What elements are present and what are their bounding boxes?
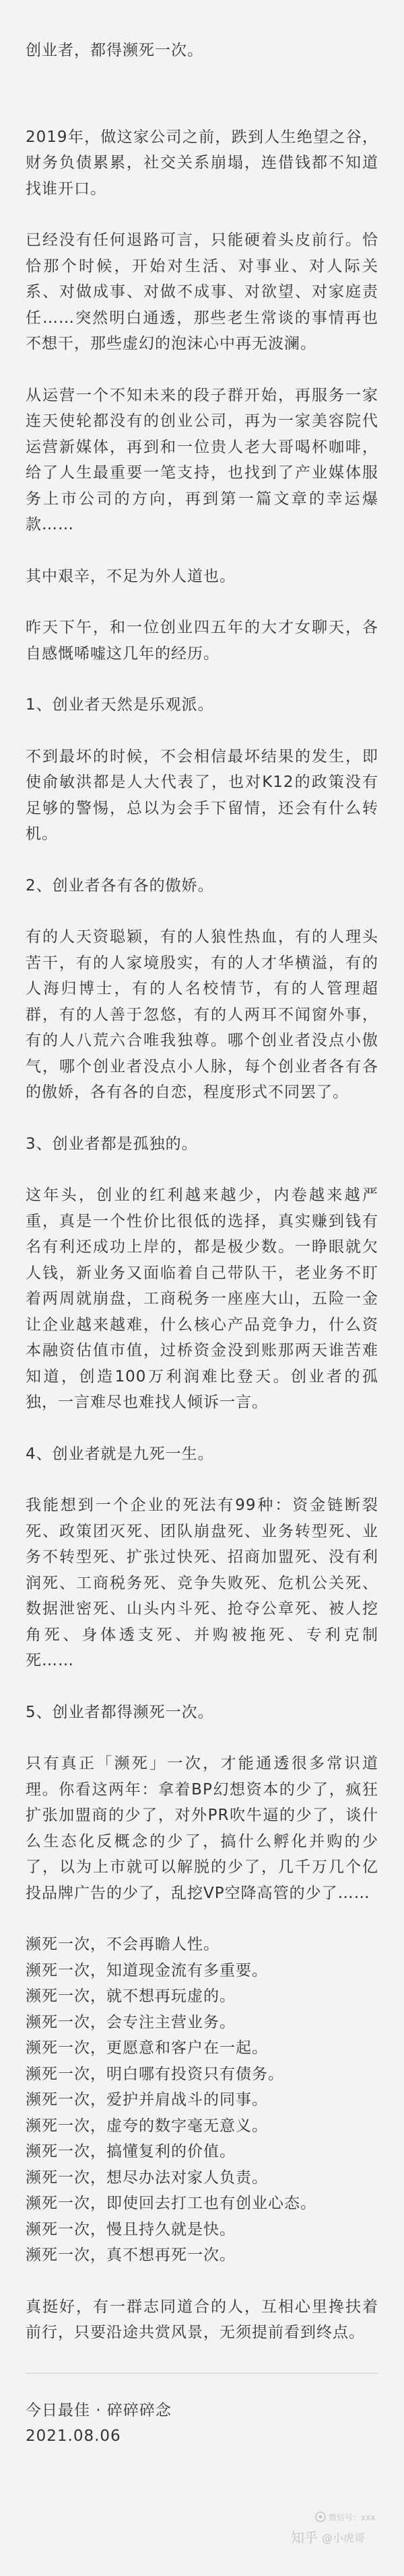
- article-paragraph: 不到最坏的时候，不会相信最坏结果的发生，即使俞敏洪都是人大代表了，也对K12的政策没有足够的警惕，总以为会手下留情，还会有什么转机。: [26, 747, 378, 843]
- list-item: 濒死一次，即使回去打工也有创业心态。: [26, 2195, 316, 2212]
- footer-date: 2021.08.06: [26, 2427, 121, 2445]
- article-closing: 真挺好，有一群志同道合的人，互相心里搀扶着前行，只要沿途共赏风景，无须提前看到终点。: [26, 2298, 378, 2341]
- article-paragraph: 其中艰辛，不足为外人道也。: [26, 567, 236, 585]
- list-item: 濒死一次，慢且持久就是快。: [26, 2220, 236, 2238]
- watermark: [288, 2507, 389, 2552]
- article-paragraph: 2019年，做这家公司之前，跌到人生绝望之谷，财务负债累累，社交关系崩塌，连借钱都不知道找谁开口。: [26, 128, 378, 198]
- watermark-brand: 知乎: [291, 2530, 318, 2546]
- list-item: 濒死一次，搞懂复利的价值。: [26, 2143, 236, 2160]
- footer-divider: [26, 2373, 378, 2374]
- footer-signature: 今日最佳 · 碎碎碎念: [26, 2401, 172, 2419]
- article-paragraph: 这年头，创业的红利越来越少，内卷越来越严重，真是一个性价比很低的选择，真实赚到钱有名有利还成功上岸的，都是极少数。一睁眼就欠人钱，新业务又面临着自己带队干，老业务不盯着两周就崩盘，工商税务一座座大山，五险一金让企业越来越难，什么核心产品竞争力，什么资本融资估值市值，过桥资金没到账那两天谁苦难知道，创造100万利润难比登天。创业者的孤独，一言难尽也难找人倾诉一言。: [26, 1186, 378, 1411]
- list-item: 濒死一次，想尽办法对家人负责。: [26, 2168, 268, 2187]
- article-paragraph: 昨天下午，和一位创业四五年的大才女聊天，各自感慨唏嘘这几年的经历。: [26, 619, 378, 662]
- article-paragraph: 只有真正「濒死」一次，才能通透很多常识道理。你看这两年：拿着BP幻想资本的少了，疯狂扩张加盟商的少了，对外PR吹牛逼的少了，谈什么生态化反概念的少了，搞什么孵化并购的少了，以为上市就可以解脱的少了，几千万几个亿投品牌广告的少了，乱挖VP空降高管的少了……: [26, 1755, 378, 1902]
- section-heading: 3、创业者都是孤独的。: [26, 1135, 198, 1153]
- list-item: 濒死一次，明白哪有投资只有债务。: [26, 2065, 284, 2083]
- section-heading: 5、创业者都得濒死一次。: [26, 1703, 214, 1721]
- list-item: 濒死一次，虚夸的数字毫无意义。: [26, 2117, 268, 2135]
- camera-icon: [316, 2512, 325, 2522]
- list-item: 濒死一次，真不想再死一次。: [26, 2246, 236, 2264]
- list-item: 濒死一次，会专注主营业务。: [26, 2013, 236, 2031]
- article-paragraph: 有的人天资聪颖，有的人狼性热血，有的人理头苦干，有的人家境殷实，有的人才华横溢，有的人海归博士，有的人名校情节，有的人管理超群，有的人善于忽悠，有的人两耳不闻窗外事，有的人八荒六合唯我独尊。哪个创业者没点小傲气，哪个创业者没点小人脉，每个创业者各有各的傲娇，各有各的自恋，程度形式不同罢了。: [26, 928, 378, 1101]
- watermark-handle: @小虎哥: [322, 2532, 366, 2544]
- section-heading: 4、创业者就是九死一生。: [26, 1445, 214, 1463]
- list-item: 濒死一次，不会再瞻人性。: [26, 1936, 220, 1953]
- article-paragraph: 我能想到一个企业的死法有99种：资金链断裂死、政策团灭死、团队崩盘死、业务转型死、业务不转型死、扩张过快死、招商加盟死、没有利润死、工商税务死、竞争失败死、危机公关死、数据泄密死、山头内斗死、抢夺公章死、被人挖角死、身体透支死、并购被拖死、专利克制死……: [26, 1497, 378, 1669]
- section-heading: 1、创业者天然是乐观派。: [26, 696, 214, 714]
- list-item: 濒死一次，更愿意和客户在一起。: [26, 2039, 268, 2057]
- watermark-top-label: 微信号：xxx: [329, 2513, 376, 2522]
- list-item: 濒死一次，爱护并肩战斗的同事。: [26, 2091, 268, 2109]
- article-paragraph: 已经没有任何退路可言，只能硬着头皮前行。恰恰那个时候，开始对生活、对事业、对人际关系、对做成事、对做不成事、对欲望、对家庭责任……突然明白通透，那些老生常谈的事情再也不想干，那些虚幻的泡沫心中再无波澜。: [26, 231, 378, 352]
- litany-list: [26, 1932, 378, 2269]
- article-footer: [26, 2398, 378, 2450]
- article-opening: 创业者，都得濒死一次。: [26, 42, 203, 59]
- article-paragraph: 从运营一个不知未来的段子群开始，再服务一家连天使轮都没有的创业公司，再为一家美容院代运营新媒体，再到和一位贵人老大哥喝杯咖啡，给了人生最重要一笔支持，也找到了产业媒体服务上市公司的方向，再到第一篇文章的幸运爆款……: [26, 386, 378, 533]
- section-heading: 2、创业者各有各的傲娇。: [26, 876, 214, 895]
- list-item: 濒死一次，知道现金流有多重要。: [26, 1961, 268, 1979]
- list-item: 濒死一次，就不想再玩虚的。: [26, 1987, 236, 2005]
